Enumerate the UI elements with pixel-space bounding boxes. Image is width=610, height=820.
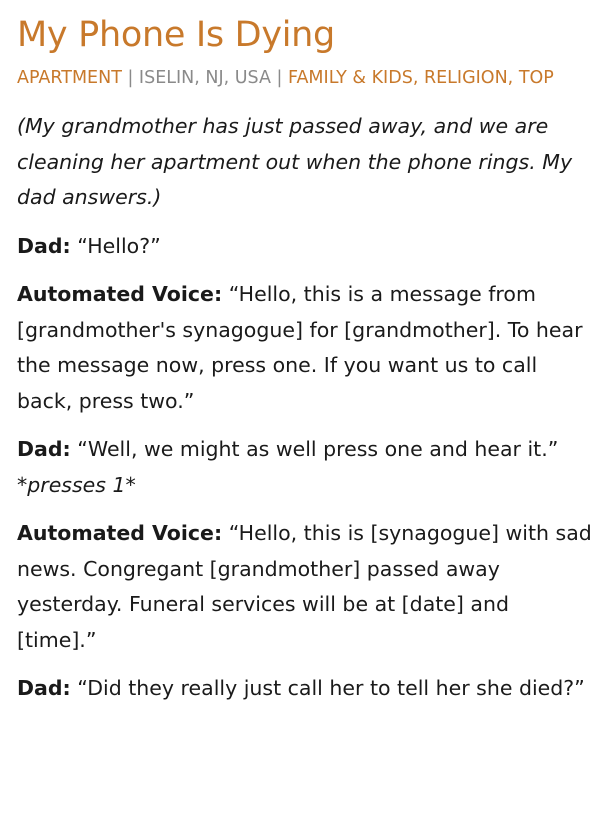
story-title: My Phone Is Dying bbox=[17, 15, 335, 55]
speaker-label: Dad: bbox=[17, 437, 71, 461]
tag-comma: , bbox=[507, 68, 519, 88]
speaker-label: Dad: bbox=[17, 676, 71, 700]
story-meta bbox=[17, 61, 592, 95]
category-link[interactable]: APARTMENT bbox=[17, 68, 122, 88]
tag-link-family-kids[interactable]: FAMILY & KIDS bbox=[288, 68, 413, 88]
dialogue-line bbox=[17, 432, 592, 503]
speaker-label: Automated Voice: bbox=[17, 282, 223, 306]
dialogue-text: “Hello, this is [synagogue] with sad news. Congregant [grandmother] passed away yesterday. Funeral services will be at [date] and [time].” bbox=[17, 521, 592, 652]
story-body bbox=[17, 109, 592, 707]
meta-separator: | bbox=[270, 68, 288, 88]
dialogue-text: “Well, we might as well press one and hear it.” bbox=[70, 437, 559, 461]
dialogue-text: “Hello?” bbox=[70, 233, 161, 258]
tag-link-religion[interactable]: RELIGION bbox=[423, 68, 508, 88]
dialogue-line bbox=[17, 277, 592, 419]
dialogue-text: “Hello, this is a message from [grandmother's synagogue] for [grandmother]. To hear the message now, press one. If you want us to call back, press two.” bbox=[17, 282, 583, 413]
stage-action: *presses 1* bbox=[17, 472, 136, 497]
tag-comma: , bbox=[412, 68, 424, 88]
dialogue-line bbox=[17, 516, 592, 658]
speaker-label: Dad: bbox=[17, 233, 71, 258]
dialogue-text: “Did they really just call her to tell her she died?” bbox=[70, 676, 585, 700]
dialogue-line bbox=[17, 671, 592, 707]
meta-separator: | bbox=[121, 68, 139, 88]
speaker-label: Automated Voice: bbox=[17, 521, 223, 545]
dialogue-line bbox=[17, 229, 592, 265]
location-text: ISELIN, NJ, USA bbox=[138, 68, 271, 88]
story-intro: (My grandmother has just passed away, and we are cleaning her apartment out when the phone rings. My dad answers.) bbox=[17, 114, 573, 209]
tag-link-top[interactable]: TOP bbox=[518, 68, 554, 88]
